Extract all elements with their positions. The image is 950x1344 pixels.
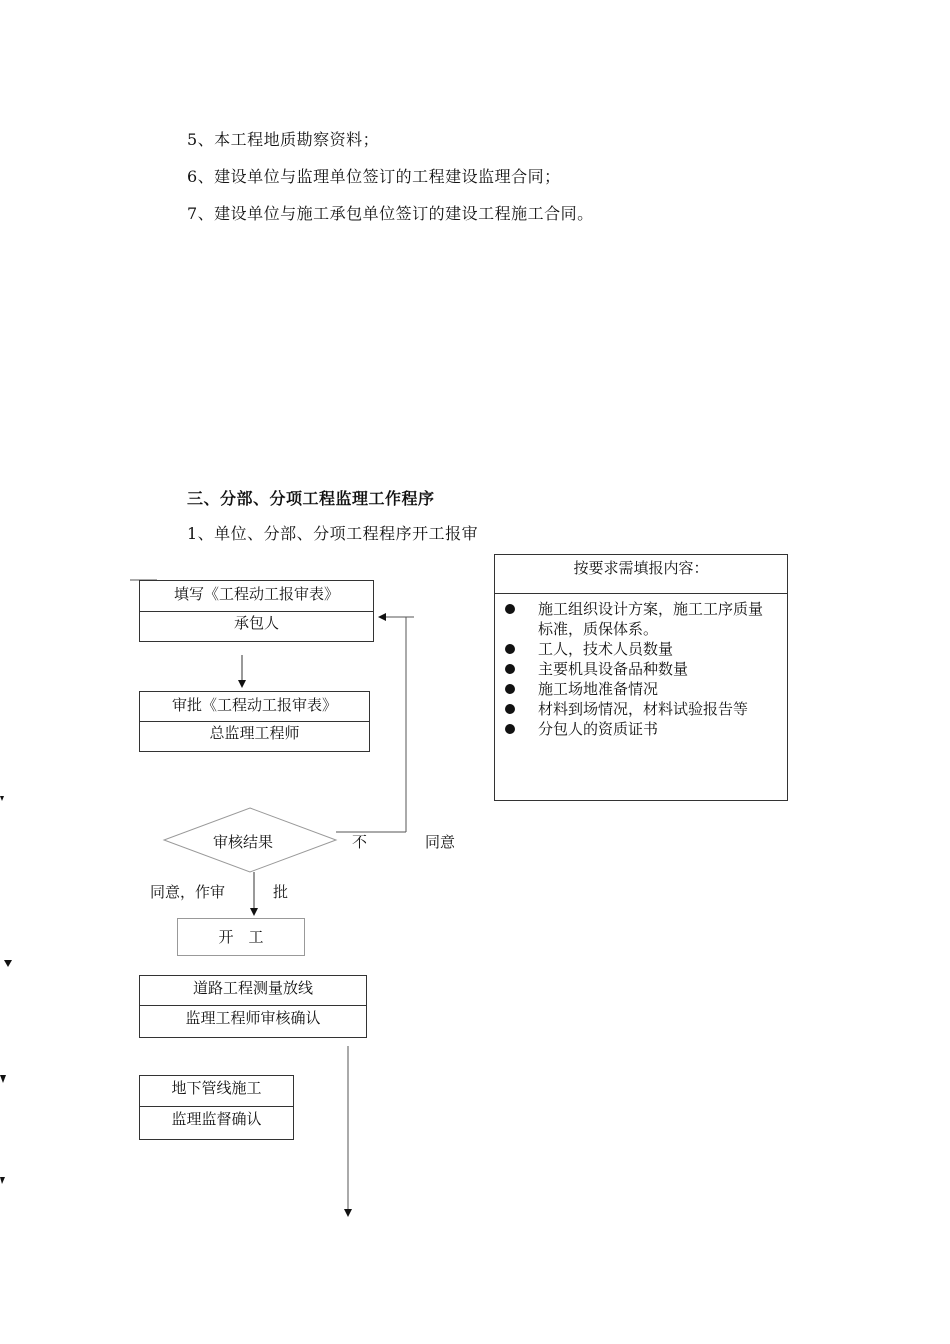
margin-arrow-4 xyxy=(0,1177,5,1184)
margin-arrow-1 xyxy=(0,796,4,801)
step3-actor: 监理工程师审核确认 xyxy=(185,1009,321,1027)
requirements-list xyxy=(495,599,787,739)
bullet-icon xyxy=(505,644,515,654)
step2-action: 审批《工程动工报审表》 xyxy=(140,692,369,722)
approve-label-a: 同意，作审 xyxy=(150,883,226,901)
section-heading: 三、分部、分项工程监理工作程序 xyxy=(187,489,435,508)
intro-item-6: 6、建设单位与监理单位签订的工程建设监理合同； xyxy=(187,167,561,186)
reject-label-b: 同意 xyxy=(425,833,456,851)
requirement-item: 主要机具设备品种数量 xyxy=(495,659,787,679)
requirements-title: 按要求需填报内容： xyxy=(495,555,787,594)
step4-action: 地下管线施工 xyxy=(140,1076,293,1107)
step2-box xyxy=(139,691,370,752)
intro-item-5: 5、本工程地质勘察资料； xyxy=(187,130,380,149)
margin-arrow-2 xyxy=(4,960,12,967)
reject-label-a: 不 xyxy=(352,833,368,851)
bullet-icon xyxy=(505,704,515,714)
step4-box xyxy=(139,1075,294,1140)
requirement-item: 施工组织设计方案，施工工序质量标准，质保体系。 xyxy=(495,599,787,639)
step3-action: 道路工程测量放线 xyxy=(140,976,366,1006)
decision-label: 审核结果 xyxy=(213,833,274,851)
intro-item-7: 7、建设单位与施工承包单位签订的建设工程施工合同。 xyxy=(187,204,594,223)
requirement-item: 材料到场情况，材料试验报告等 xyxy=(495,699,787,719)
bullet-icon xyxy=(505,604,515,614)
start-label: 开 工 xyxy=(218,928,264,946)
bullet-icon xyxy=(505,724,515,734)
step3-box xyxy=(139,975,367,1038)
step1-action: 填写《工程动工报审表》 xyxy=(140,581,373,612)
approve-label-b: 批 xyxy=(273,883,289,901)
step2-actor: 总监理工程师 xyxy=(209,724,300,742)
section-subheading: 1、单位、分部、分项工程程序开工报审 xyxy=(187,524,479,543)
step4-actor: 监理监督确认 xyxy=(171,1110,262,1128)
requirements-box xyxy=(494,554,788,801)
bullet-icon xyxy=(505,664,515,674)
start-box xyxy=(177,918,305,956)
bullet-icon xyxy=(505,684,515,694)
requirement-item: 施工场地准备情况 xyxy=(495,679,787,699)
step1-box xyxy=(139,580,374,642)
margin-arrow-3 xyxy=(0,1075,6,1083)
requirement-item: 工人，技术人员数量 xyxy=(495,639,787,659)
step1-actor: 承包人 xyxy=(233,614,279,632)
requirement-item: 分包人的资质证书 xyxy=(495,719,787,739)
